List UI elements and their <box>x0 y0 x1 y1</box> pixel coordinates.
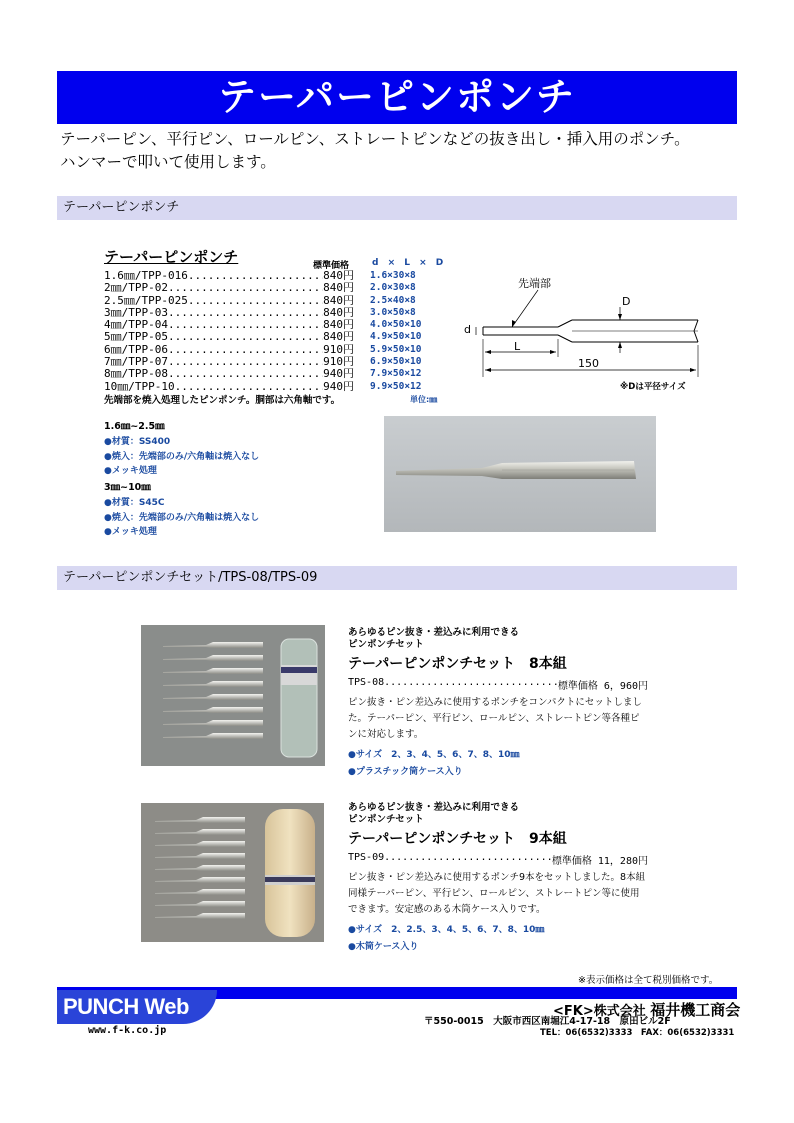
price-list <box>104 270 354 393</box>
diagram-note: ※Dは平径サイズ <box>620 382 686 392</box>
price-row-name: 5㎜/TPP-05 <box>104 330 168 344</box>
price-row-name: 2㎜/TPP-02 <box>104 281 168 295</box>
dims-row: 9.9×50×12 <box>370 380 422 392</box>
price-row <box>104 282 354 294</box>
price-note: 先端部を焼入処理したピンポンチ。胴部は六角軸です。 <box>104 395 341 406</box>
price-row-price: 940円 <box>323 367 354 381</box>
spec-large-plating: ●メッキ処理 <box>104 527 157 537</box>
footer-company-prefix: <FK>株式会社 <box>553 1004 646 1019</box>
spec-large-heading: 3㎜~10㎜ <box>104 482 151 493</box>
dims-row: 6.9×50×10 <box>370 356 422 368</box>
price-row-price: 840円 <box>323 305 354 319</box>
price-row-name: 6㎜/TPP-06 <box>104 342 168 356</box>
price-row <box>104 368 354 380</box>
price-row-price: 910円 <box>323 342 354 356</box>
dims-row: 2.5×40×8 <box>370 294 416 306</box>
dims-row: 4.9×50×10 <box>370 331 422 343</box>
dims-row: 2.0×30×8 <box>370 282 416 294</box>
set8-subtitle-1: あらゆるピン抜き・差込みに利用できる <box>348 627 520 638</box>
set9-price: 標準価格 11，280円 <box>551 856 648 867</box>
set9-model: TPS-09 <box>348 852 385 863</box>
intro-text <box>60 128 750 174</box>
set8-description: ピン抜き・ピン差込みに使用するポンチをコンパクトにセットしました。テーパーピン、平行ピン、ロールピン、ストレートピン等各種ピンに対応します。 <box>348 697 642 740</box>
price-row-name: 3㎜/TPP-03 <box>104 305 168 319</box>
spec-large-material: ●材質：S45C <box>104 498 165 508</box>
set9-subtitle-1: あらゆるピン抜き・差込みに利用できる <box>348 802 520 813</box>
set8-model-price <box>348 677 648 692</box>
spec-small-material: ●材質：SS400 <box>104 437 171 447</box>
intro-line-2: ハンマーで叩いて使用します。 <box>60 153 276 171</box>
spec-small <box>104 418 259 479</box>
price-row-price: 840円 <box>323 293 354 307</box>
price-row-name: 8㎜/TPP-08 <box>104 367 168 381</box>
set9-description: ピン抜き・ピン差込みに使用するポンチ9本をセットしました。8本組同様テーパーピン、平行ピン、ロールピン、ストレートピン等に使用できます。安定感のある木筒ケース入りです。 <box>348 872 646 915</box>
dims-header: d × L × D <box>372 258 447 268</box>
price-table-title: テーパーピンポンチ <box>104 248 239 266</box>
dims-row: 1.6×30×8 <box>370 270 416 281</box>
dims-row: 4.0×50×10 <box>370 319 422 331</box>
tax-note: ※表示価格は全て税別価格です。 <box>578 975 719 986</box>
dims-row: 3.0×50×8 <box>370 306 416 318</box>
diagram-d-label: d <box>464 323 471 336</box>
price-row-name: 2.5㎜/TPP-025 <box>104 293 188 307</box>
set8-model: TPS-08 <box>348 677 385 688</box>
price-row-price: 840円 <box>323 269 354 282</box>
set8-sizes: ●サイズ 2、3、4、5、6、7、8、10㎜ <box>348 750 520 760</box>
set8-title: テーパーピンポンチセット 8本組 <box>348 656 567 672</box>
footer-tel: TEL：06(6532)3333 FAX：06(6532)3331 <box>540 1028 735 1038</box>
set8-price: 標準価格 6，960円 <box>557 681 648 692</box>
diagram-L-label: L <box>514 340 521 353</box>
section-heading-punch-set: テーパーピンポンチセット/TPS-08/TPS-09 <box>57 566 737 590</box>
price-row-price: 940円 <box>323 379 354 393</box>
set8-subtitle-2: ピンポンチセット <box>348 639 424 650</box>
spec-small-heading: 1.6㎜~2.5㎜ <box>104 421 165 432</box>
price-row-price: 840円 <box>323 281 354 295</box>
price-row-name: 7㎜/TPP-07 <box>104 355 168 369</box>
set9-model-price <box>348 852 648 867</box>
dims-row: 7.9×50×12 <box>370 368 422 380</box>
spec-small-plating: ●メッキ処理 <box>104 466 157 476</box>
dims-list <box>370 270 421 393</box>
set8-photo <box>141 625 325 766</box>
price-row-name: 1.6㎜/TPP-016 <box>104 269 188 282</box>
diagram-D-label: D <box>622 295 631 308</box>
price-header: 標準価格 <box>313 261 350 271</box>
set9-case: ●木筒ケース入り <box>348 942 419 952</box>
set9-subtitle-2: ピンポンチセット <box>348 814 424 825</box>
footer-address: 〒550-0015 大阪市西区南堀江4-17-18 原田ビル2F <box>424 1016 671 1027</box>
set8-info <box>348 627 648 777</box>
set8-case: ●プラスチック筒ケース入り <box>348 767 463 777</box>
diagram-tip-label: 先端部 <box>518 277 551 290</box>
set9-info <box>348 802 648 952</box>
page-banner: テーパーピンポンチ <box>57 71 737 124</box>
price-row-name: 10㎜/TPP-10 <box>104 379 175 393</box>
spec-large-hardening: ●焼入：先端部のみ/六角軸は焼入なし <box>104 512 260 523</box>
pin-punch-photo <box>384 416 656 532</box>
price-row-price: 840円 <box>323 318 354 332</box>
footer-company-name: 福井機工商会 <box>650 1001 741 1019</box>
price-row-name: 4㎜/TPP-04 <box>104 318 168 332</box>
footer-url[interactable]: www.f-k.co.jp <box>88 1025 167 1036</box>
section-heading-taper-pin-punch: テーパーピンポンチ <box>57 196 737 220</box>
set9-photo <box>141 803 324 942</box>
spec-small-hardening: ●焼入：先端部のみ/六角軸は焼入なし <box>104 451 260 462</box>
pin-punch-diagram <box>460 265 710 380</box>
diagram-length-label: 150 <box>578 357 599 370</box>
set9-sizes: ●サイズ 2、2.5、3、4、5、6、7、8、10㎜ <box>348 925 545 935</box>
spec-large <box>104 479 259 540</box>
price-row-price: 840円 <box>323 330 354 344</box>
set9-title: テーパーピンポンチセット 9本組 <box>348 831 567 847</box>
price-row <box>104 331 354 343</box>
price-row-price: 910円 <box>323 355 354 369</box>
dims-unit: 単位:㎜ <box>410 395 438 404</box>
punch-web-logo: PUNCH Web <box>57 990 217 1024</box>
dims-row: 5.9×50×10 <box>370 343 422 355</box>
intro-line-1: テーパーピン、平行ピン、ロールピン、ストレートピンなどの抜き出し・挿入用のポンチ。 <box>60 130 690 148</box>
